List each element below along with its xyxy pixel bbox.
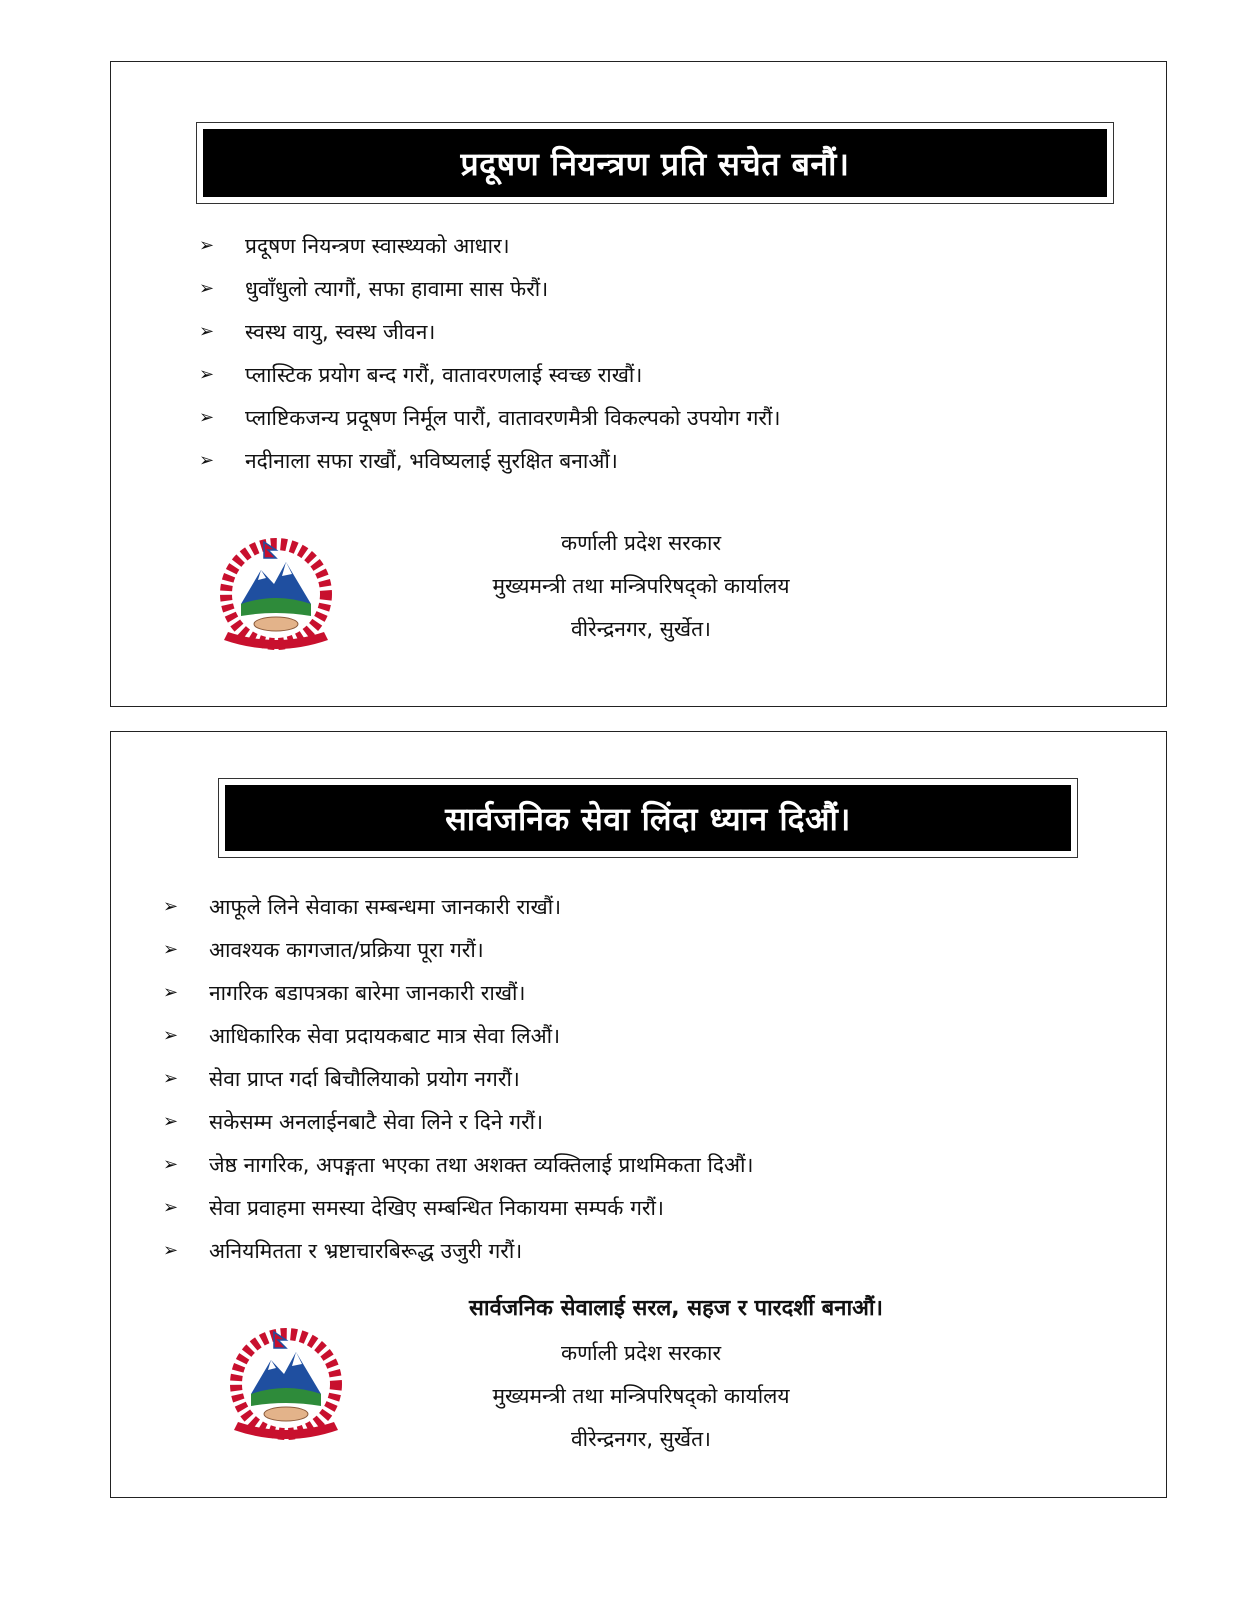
closing-slogan: सार्वजनिक सेवालाई सरल, सहज र पारदर्शी बनाऔं। bbox=[469, 1296, 883, 1321]
title-frame bbox=[196, 122, 1114, 204]
arrow-bullet-icon: ➢ bbox=[199, 450, 215, 471]
office-province: कर्णाली प्रदेश सरकार bbox=[560, 1341, 722, 1365]
list-item-text: अनियमितता र भ्रष्टाचारबिरूद्ध उजुरी गरौं। bbox=[209, 1238, 523, 1263]
office-name: मुख्यमन्त्री तथा मन्त्रिपरिषद्को कार्यालय bbox=[492, 574, 790, 598]
office-name: मुख्यमन्त्री तथा मन्त्रिपरिषद्को कार्यालय bbox=[492, 1384, 790, 1408]
list-item bbox=[163, 1057, 753, 1100]
list-item-text: आधिकारिक सेवा प्रदायकबाट मात्र सेवा लिऔं। bbox=[209, 1023, 561, 1048]
poster-title: प्रदूषण नियन्त्रण प्रति सचेत बनौं। bbox=[203, 129, 1107, 197]
public-service-poster bbox=[110, 731, 1167, 1498]
arrow-bullet-icon: ➢ bbox=[199, 321, 215, 342]
list-item-text: प्रदूषण नियन्त्रण स्वास्थ्यको आधार। bbox=[245, 233, 510, 258]
office-location: वीरेन्द्रनगर, सुर्खेत। bbox=[570, 617, 712, 641]
list-item-text: सेवा प्रवाहमा समस्या देखिए सम्बन्धित निकायमा सम्पर्क गरौं। bbox=[209, 1195, 664, 1220]
arrow-bullet-icon: ➢ bbox=[199, 364, 215, 385]
arrow-bullet-icon: ➢ bbox=[163, 1111, 179, 1132]
list-item-text: सेवा प्राप्त गर्दा बिचौलियाको प्रयोग नगरौं। bbox=[209, 1066, 520, 1091]
list-item bbox=[163, 1100, 753, 1143]
list-item-text: जेष्ठ नागरिक, अपङ्गता भएका तथा अशक्त व्यक्तिलाई प्राथमिकता दिऔं। bbox=[209, 1152, 754, 1177]
arrow-bullet-icon: ➢ bbox=[163, 896, 179, 917]
list-item bbox=[199, 224, 780, 267]
list-item-text: नागरिक बडापत्रका बारेमा जानकारी राखौं। bbox=[209, 980, 526, 1005]
list-item-text: धुवाँधुलो त्यागौं, सफा हावामा सास फेरौं। bbox=[245, 276, 549, 301]
list-item-text: आफूले लिने सेवाका सम्बन्धमा जानकारी राखौं। bbox=[209, 894, 562, 919]
office-block bbox=[411, 1332, 871, 1461]
list-item-text: सकेसम्म अनलाईनबाटै सेवा लिने र दिने गरौं। bbox=[209, 1109, 544, 1134]
arrow-bullet-icon: ➢ bbox=[163, 1240, 179, 1261]
arrow-bullet-icon: ➢ bbox=[163, 1197, 179, 1218]
list-item-text: आवश्यक कागजात/प्रक्रिया पूरा गरौं। bbox=[209, 937, 484, 962]
list-item bbox=[163, 1014, 753, 1057]
list-item-text: नदीनाला सफा राखौं, भविष्यलाई सुरक्षित बनाऔं। bbox=[245, 448, 618, 473]
list-item-text: स्वस्थ वायु, स्वस्थ जीवन। bbox=[245, 319, 436, 344]
office-block bbox=[411, 522, 871, 651]
list-item bbox=[199, 267, 780, 310]
arrow-bullet-icon: ➢ bbox=[199, 407, 215, 428]
list-item bbox=[199, 396, 780, 439]
list-item bbox=[199, 353, 780, 396]
list-item bbox=[163, 971, 753, 1014]
arrow-bullet-icon: ➢ bbox=[163, 1068, 179, 1089]
arrow-bullet-icon: ➢ bbox=[163, 1154, 179, 1175]
list-item bbox=[163, 928, 753, 971]
office-province: कर्णाली प्रदेश सरकार bbox=[560, 531, 722, 555]
arrow-bullet-icon: ➢ bbox=[199, 278, 215, 299]
list-item bbox=[163, 885, 753, 928]
karnali-province-emblem-icon bbox=[216, 1322, 356, 1452]
message-list bbox=[163, 885, 753, 1272]
arrow-bullet-icon: ➢ bbox=[163, 982, 179, 1003]
list-item-text: प्लाष्टिकजन्य प्रदूषण निर्मूल पारौं, वातावरणमैत्री विकल्पको उपयोग गरौं। bbox=[245, 405, 781, 430]
list-item bbox=[199, 310, 780, 353]
pollution-awareness-poster bbox=[110, 61, 1167, 707]
arrow-bullet-icon: ➢ bbox=[163, 939, 179, 960]
list-item bbox=[163, 1229, 753, 1272]
arrow-bullet-icon: ➢ bbox=[163, 1025, 179, 1046]
title-frame bbox=[218, 778, 1078, 858]
office-location: वीरेन्द्रनगर, सुर्खेत। bbox=[570, 1427, 712, 1451]
list-item bbox=[163, 1186, 753, 1229]
list-item bbox=[199, 439, 780, 482]
list-item bbox=[163, 1143, 753, 1186]
karnali-province-emblem-icon bbox=[206, 532, 346, 662]
poster-title: सार्वजनिक सेवा लिंदा ध्यान दिऔं। bbox=[225, 785, 1071, 851]
message-list bbox=[199, 224, 780, 482]
arrow-bullet-icon: ➢ bbox=[199, 235, 215, 256]
list-item-text: प्लास्टिक प्रयोग बन्द गरौं, वातावरणलाई स्वच्छ राखौं। bbox=[245, 362, 643, 387]
